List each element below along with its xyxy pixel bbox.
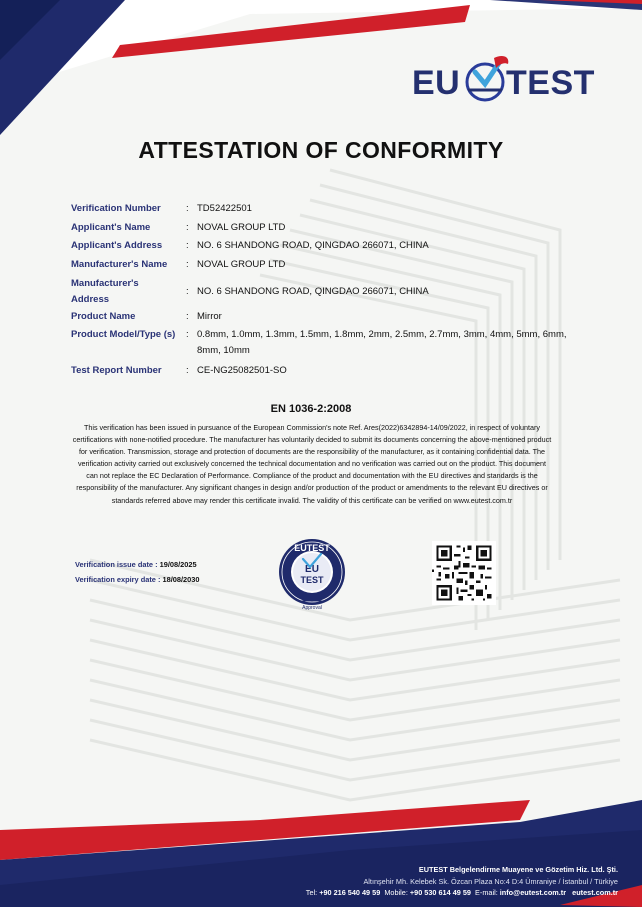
field-colon: :	[186, 365, 189, 376]
issue-date-label: Verification issue date :	[75, 560, 158, 569]
footer-website-link[interactable]: eutest.com.tr	[572, 888, 618, 897]
field-value: NO. 6 SHANDONG ROAD, QINGDAO 266071, CHINA	[197, 240, 429, 251]
issue-date-line	[75, 558, 200, 573]
field-row-test-report-number	[71, 363, 591, 381]
field-colon: :	[186, 329, 189, 340]
seal-top-text: EUTEST	[294, 543, 330, 553]
field-row-manufacturer-address	[71, 275, 591, 309]
field-label: Verification Number	[71, 203, 161, 214]
field-row-product-name	[71, 309, 591, 327]
field-colon: :	[186, 286, 189, 297]
logo-eu-text: EU	[412, 64, 461, 102]
footer-contact	[306, 864, 618, 899]
expiry-date-value: 18/08/2030	[162, 574, 200, 584]
field-row-product-model	[71, 327, 591, 363]
field-row-applicant-name	[71, 220, 591, 238]
field-label: Manufacturer's Name	[71, 259, 168, 270]
field-value: NOVAL GROUP LTD	[197, 259, 286, 270]
logo-mark-icon	[458, 52, 512, 106]
field-row-applicant-address	[71, 238, 591, 257]
field-row-verification-number	[71, 201, 591, 220]
field-label: Product Model/Type (s)	[71, 329, 176, 340]
seal-bottom-text: Approval	[302, 605, 322, 611]
field-label: Product Name	[71, 311, 136, 322]
standard-heading: EN 1036-2:2008	[270, 403, 352, 415]
field-row-manufacturer-name	[71, 257, 591, 275]
field-value: Mirror	[197, 311, 222, 322]
field-value: CE-NG25082501-SO	[197, 365, 287, 376]
footer-tel: +90 216 540 49 59	[319, 888, 381, 897]
statement-paragraph: This verification has been issued in pursuance of the European Commission's note Ref. Ares(2022)6342894-14/09/2022, in respect of voluntary certifications with none-notified procedure. The manufacturer has voluntarily decided to submit its documents concerning the above-mentioned product for verification. Transmission, storage and protection of documents are the responsibility of the manufacturer, as it containing confidential data. The verification activity carried out exclusively concerned the technical documentation and no verification was carried out on the product. This document can not replace the EC Declaration of Performance. Compliance of the product and documentation with the EU directives and standards is the responsibility of the manufacturer. Any significant changes in design and/or production of the product or amendments to the relevant EU directives or standards referred above may render this certificate invalid. The validity of this certificate can be verified on www.eutest.com.tr	[72, 423, 552, 505]
seal-center-test: TEST	[300, 575, 324, 585]
field-label: Test Report Number	[71, 365, 162, 376]
qr-code-icon	[432, 541, 496, 605]
eutest-logo	[412, 58, 602, 102]
fields-table	[71, 201, 591, 381]
footer-mobile: +90 530 614 49 59	[409, 888, 471, 897]
field-colon: :	[186, 240, 189, 251]
footer-tel-label: Tel:	[305, 888, 318, 897]
footer-email-label: E-mail:	[475, 888, 498, 897]
expiry-date-label: Verification expiry date :	[75, 574, 161, 584]
footer-contact-line	[306, 887, 618, 899]
field-value: NO. 6 SHANDONG ROAD, QINGDAO 266071, CHINA	[197, 286, 429, 297]
footer-email-link[interactable]: info@eutest.com.tr	[499, 888, 567, 897]
document-title: ATTESTATION OF CONFORMITY	[138, 137, 504, 163]
field-label: Applicant's Address	[71, 240, 163, 251]
field-colon: :	[186, 311, 189, 322]
field-colon: :	[186, 203, 189, 214]
field-colon: :	[186, 259, 189, 270]
field-value: TD52422501	[197, 203, 252, 214]
verification-dates	[75, 558, 200, 587]
field-value: 0.8mm, 1.0mm, 1.3mm, 1.5mm, 1.8mm, 2mm, 2.5mm, 2.7mm, 3mm, 4mm, 5mm, 6mm, 8mm, 10mm	[197, 329, 567, 356]
approval-seal-icon	[277, 537, 347, 613]
field-label: Manufacturer's Address	[71, 278, 139, 305]
field-label: Applicant's Name	[71, 222, 151, 233]
footer-mobile-label: Mobile:	[384, 888, 408, 897]
issue-date-value: 19/08/2025	[159, 560, 197, 569]
footer-address: Altınşehir Mh. Kelebek Sk. Özcan Plaza No:4 D:4 Ümraniye / İstanbul / Türkiye	[363, 876, 618, 886]
expiry-date-line	[75, 573, 200, 588]
seal-center-eu: EU	[305, 564, 319, 575]
logo-test-text: TEST	[506, 64, 595, 102]
footer-company: EUTEST Belgelendirme Muayene ve Gözetim Hiz. Ltd. Şti.	[418, 865, 618, 874]
field-colon: :	[186, 222, 189, 233]
field-value: NOVAL GROUP LTD	[197, 222, 286, 233]
